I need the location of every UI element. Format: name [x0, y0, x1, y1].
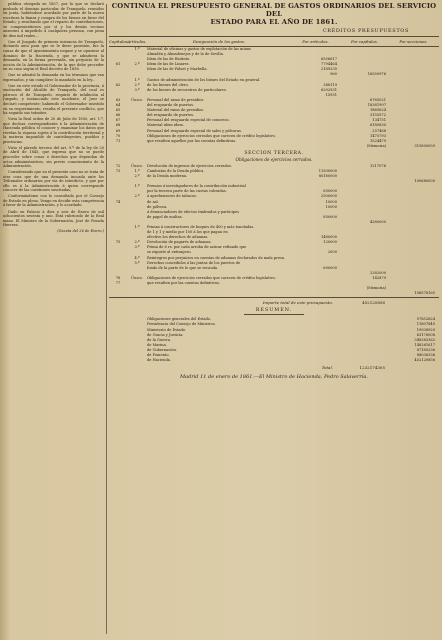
cell-designacion: de papel de multas. [147, 214, 183, 219]
cell-por-capitulos: 3155572 [369, 113, 386, 118]
column-divider [106, 4, 107, 634]
cell-designacion: por la tercera parte de las cuotas cobradas. [147, 189, 227, 194]
rows-section-a [109, 47, 439, 149]
cell-por-secciones: 11807849 [416, 322, 435, 327]
cell-articulo: 2.º [134, 194, 140, 199]
cell-articulo: 1.º [134, 168, 140, 173]
cell-designacion: Obligaciones de ejercicios cerrados que carecen de crédito legislativo. [147, 133, 276, 138]
rows-section-b [109, 164, 439, 296]
cell-articulo: 2.º [134, 174, 140, 179]
cell-designacion: Material idem idem. [147, 123, 184, 128]
cell-por-capitulos: 6180830 [369, 123, 386, 128]
cell-designacion: que resulten aquellos por las cuentas definitivas. [147, 138, 237, 143]
header-capitulos: Capítulos. [109, 39, 129, 44]
cell-por-capitulos: 142879 [372, 275, 386, 280]
cell-por-capitulos: 18381997 [367, 103, 386, 108]
cell-capitulo: 73 [115, 168, 121, 173]
cell-articulo: Único. [131, 275, 143, 280]
cell-capitulo: 75 [115, 240, 121, 245]
cell-designacion: de los bienes de secuestros de particulares. [147, 87, 227, 92]
cell-por-articulos: 10000 [325, 199, 337, 204]
cell-por-articulos: 850000 [323, 189, 337, 194]
cell-por-secciones: 57852624 [416, 317, 435, 322]
cell-capitulo: 63 [115, 97, 121, 102]
cell-por-secciones: 315800059 [414, 143, 435, 148]
cell-designacion: Derechos concedidos á las juntas de los puertos de [147, 260, 241, 265]
cell-capitulo: 62 [115, 82, 121, 87]
cell-articulo: 4.º [134, 255, 140, 260]
left-paragraph: Que en este estado el Gobernador de la provincia, á excitación del Alcalde de Tranquelo, del cual es párroco el de Tranquelo, requirió de inhibición al Juzgado, y sustanciado este incidente, el Juez se declaró competente; habiendo el Gobernador insistido en su requerimiento, resulta el presente conflicto, que ha seguido sus trámites. [3, 83, 104, 116]
cell-por-articulos: 6556617 [320, 57, 337, 62]
cell-por-capitulos: 2282000 [369, 270, 386, 275]
cell-designacion: de la Deuda moderna. [147, 174, 188, 179]
cell-capitulo: 68 [115, 123, 121, 128]
grand-total-label: Total. [321, 365, 333, 371]
cell-por-capitulos: 1217076 [369, 163, 386, 168]
cell-designacion: Idem de las de Falset y Marbella. [147, 67, 208, 72]
cell-designacion: se exporte al extranjero. [147, 250, 192, 255]
cell-designacion: de 1 y 1 y medio por 100 á los que pagan en [147, 230, 228, 235]
cell-capitulo: 76 [115, 275, 121, 280]
cell-designacion: de la Guerra. [147, 337, 172, 342]
cell-designacion: Material de oficinas y gastos de explotación de las minas [147, 47, 251, 51]
cell-designacion: de Fomento. [147, 352, 170, 357]
cell-designacion: Almadén y Almadenejos y de la de Sevilla. [147, 52, 224, 57]
left-signature: (Gaceta del 26 de Enero.) [57, 229, 104, 234]
cell-por-capitulos: (Memoria) [366, 143, 386, 148]
cell-capitulo: 72 [115, 163, 121, 168]
rows-resumen [109, 317, 439, 363]
cell-designacion: Primas á constructores de buques de 400 y más toneladas. [147, 225, 255, 229]
cell-capitulo: 61 [115, 62, 121, 67]
cell-por-secciones: 87180236 [416, 347, 435, 352]
cell-designacion: de Gobernación. [147, 347, 177, 352]
cell-designacion: á aprehensores de tabacos. [147, 194, 197, 199]
cell-designacion: Idem de las de Riotinto. [147, 57, 191, 62]
cell-designacion: del resguardo de puertos. [147, 103, 195, 108]
section-title: SECCION TERCERA. [244, 150, 304, 156]
cell-por-articulos: 6292931 [320, 87, 337, 92]
cell-capitulo: 64 [115, 103, 121, 108]
cell-articulo: 1.º [134, 184, 140, 189]
left-paragraph: Que el Juzgado de primera instancia de Tranquelo, dictando auto para que se le diese posesión, fue la causa de que el Ayuntamiento negase y se opusiese al dominio de la Hacienda, y que se admitiera la demanda, en la forma prevenida, sin perjuicio de la acción de la Administración, de la que debe proceder en su caso según el Real decreto de 1858. [3, 39, 104, 72]
cell-por-secciones: 100680000 [414, 179, 435, 184]
cell-designacion: de Marina. [147, 342, 167, 347]
cell-designacion: efectivo los derechos de aduanas. [147, 235, 209, 240]
cell-articulo: 1.º [134, 47, 140, 51]
cell-por-articulos: 2500000 [320, 194, 337, 199]
footer-signature: Madrid 11 de enero de 1861.—El Ministro de Hacienda, Pedro Salaverría. [180, 374, 368, 381]
cell-por-articulos: 2000 [327, 250, 337, 255]
presupuesto-value: 452120856 [362, 300, 385, 306]
cell-designacion: de sal. [147, 199, 159, 204]
cell-por-secciones: 63178008 [416, 332, 435, 337]
cell-por-articulos: 960 [330, 72, 337, 77]
cell-designacion: Gastos de administración de los bienes del Estado en general. [147, 77, 261, 82]
cell-capitulo: 74 [115, 199, 121, 204]
table-row [109, 358, 439, 363]
cell-designacion: Devolución de ingresos de ejercicios cerrados. [147, 163, 232, 168]
credits-subcaption: CRÉDITOS PRESUPUESTOS [322, 28, 409, 34]
cell-por-secciones: 88036336 [416, 352, 435, 357]
cell-capitulo: 77 [115, 281, 121, 286]
cell-designacion: Cambistas de la Deuda pública. [147, 168, 205, 173]
left-paragraph: Que se admitió la demanda en los términos que van expresados, y sin cumplirse lo mandado en la ley... [3, 73, 104, 82]
cell-articulo: 2.º [134, 240, 140, 245]
table-row [109, 291, 439, 296]
cell-por-capitulos: 1865624 [369, 108, 386, 113]
cell-articulo: 1.º [134, 77, 140, 82]
header-por-articulos: Por artículos. [302, 39, 329, 44]
cell-capitulo: 66 [115, 113, 121, 118]
cell-designacion: de Gracia y Justicia. [147, 332, 184, 337]
cell-por-articulos: 80180000 [318, 174, 337, 179]
budget-table-column [109, 2, 439, 636]
cell-designacion: Ministerio de Estado. [147, 327, 187, 332]
cell-por-articulos: 600000 [323, 265, 337, 270]
table-title [109, 2, 439, 26]
column-headers [109, 36, 439, 47]
grand-total [109, 365, 439, 370]
cell-articulo: 3.º [134, 245, 140, 250]
cell-designacion: de Hacienda. [147, 358, 172, 363]
cell-designacion: Devolución de pagarés de aduanas. [147, 240, 212, 245]
cell-designacion: Premios á investigadores de la contribución industrial [147, 184, 246, 189]
header-por-capitulos: Por capítulos. [350, 39, 379, 44]
cell-por-secciones: 108578165 [414, 291, 435, 296]
cell-por-secciones: 19938929 [416, 327, 435, 332]
left-column-text [3, 2, 104, 636]
cell-articulo: 2.º [134, 82, 140, 87]
left-paragraph: Vista la Real orden de 20 de Julio de 1850, art. 1.º, que declara correspondiente á la Administración de Hacienda pública el conocer y examinar los datos que revelan la riqueza sujeta á la contribución territorial y la materia imponible de contribuyentes, pueblos y provincias. [3, 117, 104, 144]
table-row [109, 144, 439, 149]
cell-por-articulos: 120000 [323, 240, 337, 245]
cell-designacion: Reintegros por perjuicios en cuentas de aduanas declarados de mala presa. [147, 255, 286, 260]
left-paragraph: pública otorgada en 1857, por la que se declaró probado el dominio particular de Tranquelo, reunidos en junta, habiéndose acordado por parte de la nueva escritura la fianza y compra de los bienes en favor del Estado; y resultando que el reparto de contribuciones, se comprometieron por sí y los demás vecinos ausentes á impedirlo á cualquiera persona, con pena de diez mil reales... [3, 2, 104, 38]
cell-por-capitulos: 1475793 [369, 133, 386, 138]
header-designacion: Designación de los gastos. [192, 39, 246, 44]
cell-por-capitulos: (Memoria) [366, 286, 386, 291]
cell-por-articulos: 7794464 [320, 62, 337, 67]
cell-por-articulos: 388119 [323, 82, 337, 87]
cell-articulo: 1.º [134, 225, 140, 229]
table-title-line-1: CONTINUA EL PRESUPUESTO GENERAL DE GASTOS ORDINARIOS DEL SERVICIO DEL [111, 2, 437, 18]
subsection-title: Obligaciones de ejercicios cerrados. [235, 156, 313, 162]
cell-articulo: 3.º [134, 87, 140, 92]
resumen-title: RESUMEN. [255, 308, 293, 314]
cell-designacion: Personal del resguardo especial de sales y pólvoras. [147, 128, 242, 133]
cell-designacion: que resulten por las cuentas definitivas. [147, 281, 221, 286]
cell-designacion: Obligaciones generales del Estado. [147, 317, 212, 322]
cell-capitulo: 69 [115, 128, 121, 133]
table-title-line-2: ESTADO PARA EL AÑO DE 1861. [210, 18, 338, 26]
cell-designacion: Personal del ramo de presidios. [147, 97, 205, 102]
presupuesto-label: Importe total de este presupuesto. [262, 300, 333, 306]
cell-designacion: Personal del resguardo especial de comercio. [147, 118, 230, 123]
cell-articulo: 5.º [134, 260, 140, 265]
cell-designacion: Obligaciones de ejercicios cerrados que carecen de crédito legislativo. [147, 275, 276, 280]
cell-capitulo: 71 [115, 138, 121, 143]
cell-por-capitulos: 257488 [372, 128, 386, 133]
cell-por-capitulos: 16550976 [367, 72, 386, 77]
cell-por-articulos: 1480000 [320, 235, 337, 240]
resumen-rule [244, 314, 304, 315]
cell-articulo: Único. [131, 163, 143, 168]
cell-designacion: del resguardo de puertos. [147, 113, 195, 118]
cell-designacion: de los bienes del clero. [147, 82, 189, 87]
cell-por-secciones: 348383362 [414, 337, 435, 342]
cell-articulo: 2.º [134, 62, 140, 67]
presupuesto-total [109, 300, 439, 305]
header-articulos: Artículos. [127, 39, 147, 44]
cell-por-articulos: 850000 [323, 214, 337, 219]
cell-por-secciones: 148261617 [414, 342, 435, 347]
cell-capitulo: 65 [115, 108, 121, 113]
cell-por-capitulos: 6765021 [369, 97, 386, 102]
cell-designacion: Prima de 6 rs. por cada arroba de azúcar refinado que [147, 245, 247, 250]
cell-designacion: á denunciadores de efectos timbrados y partícipes [147, 209, 239, 214]
cell-capitulo: 67 [115, 118, 121, 123]
cell-articulo: Único. [131, 97, 143, 102]
cell-por-secciones: 452120856 [414, 358, 435, 363]
cell-por-capitulos: 4280000 [369, 219, 386, 224]
cell-por-articulos: 2189235 [320, 67, 337, 72]
cell-por-articulos: 10000 [325, 204, 337, 209]
left-paragraph: Dado en Palacio á diez y seis de Enero de mil ochocientos sesenta y uno. Está rubricado de la Real mano. El Ministro de la Gobernación, José de Posada Herrera. [3, 209, 104, 228]
cell-designacion: Material del ramo de presidios. [147, 108, 205, 113]
cell-capitulo: 70 [115, 133, 121, 138]
cell-designacion: Presidencia del Consejo de Ministros. [147, 322, 216, 327]
cell-por-capitulos: 1524479 [369, 138, 386, 143]
presupuesto-rule [109, 297, 439, 298]
left-paragraph: Conformándome con lo consultado por el Consejo de Estado en pleno, Vengo en decidir esta competencia á favor de la Administración, y lo acordado. [3, 194, 104, 208]
cell-designacion: Idem de las de Linares. [147, 62, 190, 67]
left-paragraph: Visto el párrafo tercero del art. 9.º de la ley de 20 de Abril de 1845, que expresa que no se puede proceder sobre cosas ó derechos que dependan de actos administrativos, sin previo conocimiento de la Administración. [3, 145, 104, 169]
cell-por-articulos: 15931 [325, 92, 337, 97]
header-por-secciones: Por secciones. [399, 39, 428, 44]
cell-por-articulos: 11500000 [318, 168, 337, 173]
grand-total-value: 1232174305 [359, 365, 385, 371]
cell-por-capitulos: 134751 [372, 118, 386, 123]
cell-designacion: fondo de la parte de lo que se recauda. [147, 265, 219, 270]
cell-designacion: de pólvora. [147, 204, 168, 209]
left-paragraph: Considerando que en el presente caso no se trata de otra cosa que de una demanda incoada ante los Tribunales ordinarios por vía de interdicto, y que por ello es á la Administración á quien corresponde conocer de las cuestiones suscitadas; [3, 170, 104, 193]
